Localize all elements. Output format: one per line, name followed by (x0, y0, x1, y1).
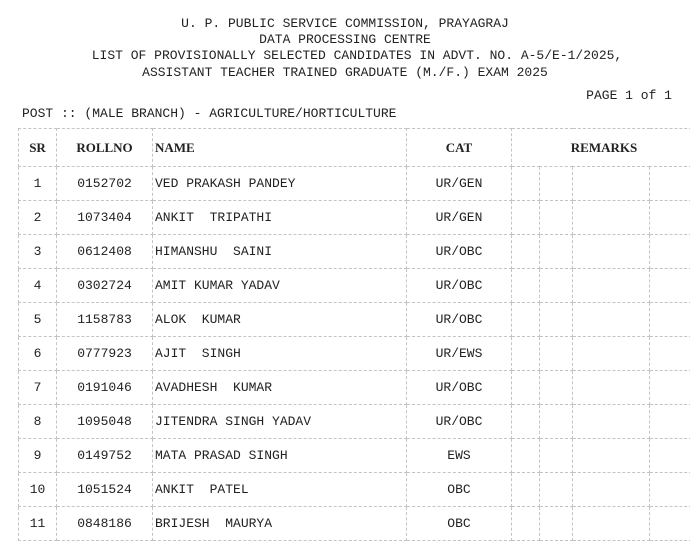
cell-name: AVADHESH KUMAR (153, 371, 407, 405)
cell-cat: UR/OBC (407, 371, 512, 405)
cell-sr: 11 (19, 507, 57, 541)
cell-sr: 8 (19, 405, 57, 439)
cell-name: BRIJESH MAURYA (153, 507, 407, 541)
cell-remarks (540, 303, 573, 337)
cell-remarks (650, 235, 690, 269)
column-header-cat: CAT (407, 129, 512, 167)
table-row (19, 507, 690, 541)
cell-remarks (650, 167, 690, 201)
cell-sr: 9 (19, 439, 57, 473)
cell-rollno: 0848186 (57, 507, 153, 541)
cell-remarks (573, 439, 650, 473)
cell-sr: 7 (19, 371, 57, 405)
cell-cat: UR/OBC (407, 303, 512, 337)
table-row (19, 371, 690, 405)
cell-remarks (650, 269, 690, 303)
table-row (19, 201, 690, 235)
cell-remarks (650, 371, 690, 405)
cell-remarks (573, 235, 650, 269)
cell-rollno: 1158783 (57, 303, 153, 337)
cell-rollno: 0612408 (57, 235, 153, 269)
table-row (19, 439, 690, 473)
column-header-rollno: ROLLNO (57, 129, 153, 167)
cell-rollno: 1051524 (57, 473, 153, 507)
post-title: POST :: (MALE BRANCH) - AGRICULTURE/HORTICULTURE (22, 106, 396, 121)
cell-remarks (650, 303, 690, 337)
cell-remarks (540, 201, 573, 235)
cell-name: JITENDRA SINGH YADAV (153, 405, 407, 439)
cell-rollno: 0777923 (57, 337, 153, 371)
cell-name: AMIT KUMAR YADAV (153, 269, 407, 303)
cell-remarks (512, 473, 540, 507)
page-number: PAGE 1 of 1 (586, 88, 672, 103)
cell-remarks (512, 167, 540, 201)
cell-remarks (512, 201, 540, 235)
cell-sr: 1 (19, 167, 57, 201)
cell-cat: UR/OBC (407, 269, 512, 303)
cell-cat: UR/EWS (407, 337, 512, 371)
commission-title: U. P. PUBLIC SERVICE COMMISSION, PRAYAGRAJ (0, 16, 690, 32)
cell-remarks (650, 337, 690, 371)
table-row (19, 303, 690, 337)
cell-remarks (573, 269, 650, 303)
cell-cat: OBC (407, 507, 512, 541)
cell-remarks (512, 337, 540, 371)
cell-remarks (573, 473, 650, 507)
cell-remarks (540, 235, 573, 269)
cell-sr: 2 (19, 201, 57, 235)
table-row (19, 235, 690, 269)
cell-remarks (573, 405, 650, 439)
cell-rollno: 0302724 (57, 269, 153, 303)
table-row (19, 167, 690, 201)
cell-remarks (573, 201, 650, 235)
cell-name: HIMANSHU SAINI (153, 235, 407, 269)
table-header-row (19, 129, 690, 167)
cell-sr: 4 (19, 269, 57, 303)
exam-title: ASSISTANT TEACHER TRAINED GRADUATE (M./F.) EXAM 2025 (0, 65, 690, 81)
cell-name: ANKIT PATEL (153, 473, 407, 507)
cell-remarks (512, 439, 540, 473)
table-row (19, 405, 690, 439)
cell-name: VED PRAKASH PANDEY (153, 167, 407, 201)
results-table (18, 128, 690, 541)
cell-remarks (573, 167, 650, 201)
cell-remarks (650, 405, 690, 439)
cell-rollno: 1095048 (57, 405, 153, 439)
column-header-remarks: REMARKS (512, 129, 690, 167)
cell-remarks (650, 473, 690, 507)
cell-remarks (540, 507, 573, 541)
cell-remarks (512, 303, 540, 337)
cell-sr: 3 (19, 235, 57, 269)
cell-remarks (573, 507, 650, 541)
cell-remarks (540, 439, 573, 473)
cell-name: MATA PRASAD SINGH (153, 439, 407, 473)
cell-remarks (540, 269, 573, 303)
table-row (19, 269, 690, 303)
cell-remarks (540, 405, 573, 439)
cell-remarks (650, 201, 690, 235)
cell-remarks (512, 405, 540, 439)
cell-rollno: 0152702 (57, 167, 153, 201)
cell-rollno: 0149752 (57, 439, 153, 473)
cell-name: ANKIT TRIPATHI (153, 201, 407, 235)
cell-remarks (512, 235, 540, 269)
cell-sr: 6 (19, 337, 57, 371)
cell-remarks (512, 507, 540, 541)
cell-sr: 10 (19, 473, 57, 507)
cell-cat: OBC (407, 473, 512, 507)
table-row (19, 337, 690, 371)
cell-rollno: 1073404 (57, 201, 153, 235)
department-title: DATA PROCESSING CENTRE (0, 32, 690, 48)
cell-cat: EWS (407, 439, 512, 473)
list-title: LIST OF PROVISIONALLY SELECTED CANDIDATES IN ADVT. NO. A-5/E-1/2025, (12, 48, 690, 64)
cell-remarks (540, 167, 573, 201)
cell-remarks (573, 303, 650, 337)
cell-remarks (540, 371, 573, 405)
cell-rollno: 0191046 (57, 371, 153, 405)
column-header-name: NAME (153, 129, 407, 167)
cell-remarks (573, 337, 650, 371)
cell-sr: 5 (19, 303, 57, 337)
cell-remarks (650, 507, 690, 541)
cell-name: AJIT SINGH (153, 337, 407, 371)
cell-cat: UR/OBC (407, 235, 512, 269)
cell-remarks (512, 371, 540, 405)
cell-remarks (540, 473, 573, 507)
cell-cat: UR/GEN (407, 201, 512, 235)
column-header-sr: SR (19, 129, 57, 167)
table-row (19, 473, 690, 507)
cell-name: ALOK KUMAR (153, 303, 407, 337)
cell-remarks (512, 269, 540, 303)
cell-remarks (650, 439, 690, 473)
cell-remarks (540, 337, 573, 371)
cell-remarks (573, 371, 650, 405)
cell-cat: UR/OBC (407, 405, 512, 439)
table-body (19, 167, 690, 541)
cell-cat: UR/GEN (407, 167, 512, 201)
